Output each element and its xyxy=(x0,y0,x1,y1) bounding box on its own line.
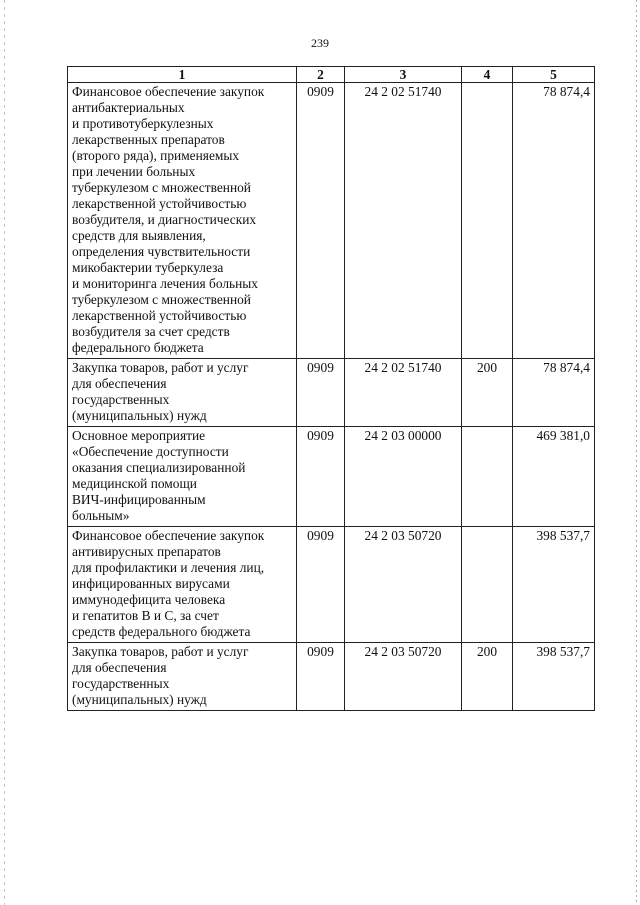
row-section-cell: 0909 xyxy=(297,359,345,427)
row-name-cell: Закупка товаров, работ и услуг для обеспечения государственных (муниципальных) нужд xyxy=(68,359,297,427)
row-target-cell: 24 2 03 50720 xyxy=(345,527,462,643)
row-target-cell: 24 2 02 51740 xyxy=(345,359,462,427)
row-type-cell: 200 xyxy=(462,359,513,427)
row-type-cell xyxy=(462,527,513,643)
row-type-cell: 200 xyxy=(462,643,513,711)
scan-edge-left xyxy=(4,0,5,905)
row-name-cell: Основное мероприятие «Обеспечение доступности оказания специализированной медицинской помощи ВИЧ-инфицированным больным» xyxy=(68,427,297,527)
table-row xyxy=(68,83,595,359)
scan-edge-right xyxy=(636,0,637,905)
row-name-cell: Финансовое обеспечение закупок антибактериальных и противотуберкулезных лекарственных препаратов (второго ряда), применяемых при лечении больных туберкулезом с множественной лекарственной устойчивостью возбудителя, и диагностических средств для выявления, определения чувствительности микобактерии туберкулеза и мониторинга лечения больных туберкулезом с множественной лекарственной устойчивостью возбудителя за счет средств федерального бюджета xyxy=(68,83,297,359)
row-amount-cell: 78 874,4 xyxy=(513,359,595,427)
table-row xyxy=(68,427,595,527)
row-amount-cell: 78 874,4 xyxy=(513,83,595,359)
page-number: 239 xyxy=(311,36,329,50)
row-type-cell xyxy=(462,83,513,359)
column-header-4: 4 xyxy=(462,67,513,83)
row-target-cell: 24 2 03 00000 xyxy=(345,427,462,527)
column-header-3: 3 xyxy=(345,67,462,83)
budget-table xyxy=(67,66,595,711)
row-section-cell: 0909 xyxy=(297,643,345,711)
row-amount-cell: 398 537,7 xyxy=(513,527,595,643)
row-name-cell: Закупка товаров, работ и услуг для обеспечения государственных (муниципальных) нужд xyxy=(68,643,297,711)
table-row xyxy=(68,643,595,711)
row-target-cell: 24 2 02 51740 xyxy=(345,83,462,359)
row-section-cell: 0909 xyxy=(297,427,345,527)
row-target-cell: 24 2 03 50720 xyxy=(345,643,462,711)
table-row xyxy=(68,527,595,643)
header-row xyxy=(68,67,595,83)
row-section-cell: 0909 xyxy=(297,527,345,643)
row-section-cell: 0909 xyxy=(297,83,345,359)
row-amount-cell: 398 537,7 xyxy=(513,643,595,711)
row-type-cell xyxy=(462,427,513,527)
table-row xyxy=(68,359,595,427)
column-header-5: 5 xyxy=(513,67,595,83)
row-name-cell: Финансовое обеспечение закупок антивирусных препаратов для профилактики и лечения лиц, инфицированных вирусами иммунодефицита человека и гепатитов В и С, за счет средств федерального бюджета xyxy=(68,527,297,643)
column-header-1: 1 xyxy=(68,67,297,83)
column-header-2: 2 xyxy=(297,67,345,83)
row-amount-cell: 469 381,0 xyxy=(513,427,595,527)
